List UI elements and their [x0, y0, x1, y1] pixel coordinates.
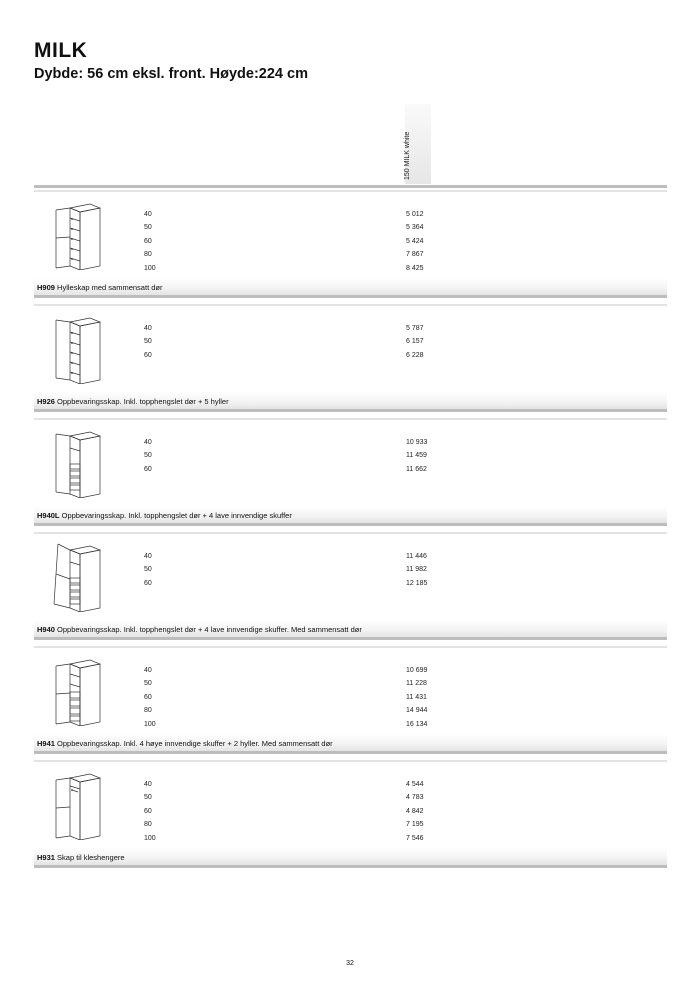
width-value: 60 — [144, 693, 152, 701]
section-divider-bottom — [34, 865, 667, 868]
cabinet-thumbnail — [48, 656, 108, 726]
section-divider-top — [34, 190, 667, 192]
product-code: H940L — [37, 511, 60, 520]
price-list — [406, 208, 424, 275]
page-title: MILK — [34, 39, 88, 62]
section-divider-top — [34, 532, 667, 534]
price-value: 4 783 — [406, 794, 424, 802]
product-section-h909 — [34, 190, 667, 304]
width-value: 50 — [144, 452, 152, 460]
price-value: 5 787 — [406, 325, 424, 332]
cabinet-thumbnail — [48, 542, 108, 612]
description-band — [34, 392, 667, 409]
price-value: 4 842 — [406, 807, 424, 815]
cabinet-thumbnail — [48, 314, 108, 384]
width-value: 60 — [144, 465, 152, 473]
width-list — [144, 322, 152, 362]
price-value: 11 459 — [406, 452, 427, 460]
price-value: 10 933 — [406, 439, 428, 446]
product-section-h941 — [34, 646, 667, 760]
description-band — [34, 506, 667, 523]
price-value: 4 544 — [406, 781, 424, 788]
width-list — [144, 778, 156, 845]
width-value: 50 — [144, 224, 152, 232]
page-subtitle: Dybde: 56 cm eksl. front. Høyde:224 cm — [34, 66, 308, 82]
section-divider-bottom — [34, 295, 667, 298]
price-value: 6 157 — [406, 338, 424, 346]
price-value: 12 185 — [406, 579, 428, 587]
description-band — [34, 848, 667, 865]
section-divider-bottom — [34, 523, 667, 526]
price-value: 7 546 — [406, 834, 424, 842]
cabinet-thumbnail — [48, 200, 108, 270]
cabinet-thumbnail — [48, 770, 108, 840]
product-section-h931 — [34, 760, 667, 874]
section-divider-top — [34, 418, 667, 420]
price-list — [406, 778, 424, 845]
product-description-text: Oppbevaringsskap. Inkl. topphengslet dør + 5 hyller — [57, 397, 229, 406]
product-section-h940 — [34, 532, 667, 646]
price-value: 7 867 — [406, 251, 424, 259]
product-section-h926 — [34, 304, 667, 418]
section-divider-top — [34, 760, 667, 762]
product-code: H926 — [37, 397, 55, 406]
width-value: 40 — [144, 325, 152, 332]
price-value: 5 012 — [406, 211, 424, 218]
width-value: 40 — [144, 667, 152, 674]
product-code: H940 — [37, 625, 55, 634]
price-value: 8 425 — [406, 264, 424, 272]
price-value: 5 424 — [406, 237, 424, 245]
width-value: 80 — [144, 707, 152, 715]
width-list — [144, 664, 156, 731]
description-band — [34, 278, 667, 295]
width-value: 60 — [144, 807, 152, 815]
price-value: 5 364 — [406, 224, 424, 232]
width-value: 60 — [144, 579, 152, 587]
section-divider-bottom — [34, 409, 667, 412]
header-divider — [34, 185, 667, 188]
column-header-label: 150 MILK white — [404, 131, 411, 180]
width-value: 50 — [144, 566, 152, 574]
price-list — [406, 664, 427, 731]
price-value: 7 195 — [406, 821, 424, 829]
width-value: 100 — [144, 720, 156, 728]
product-code: H909 — [37, 283, 55, 292]
width-value: 40 — [144, 781, 152, 788]
width-value: 100 — [144, 264, 156, 272]
width-list — [144, 436, 152, 476]
page-number: 32 — [346, 960, 354, 967]
product-description — [37, 511, 292, 520]
width-list — [144, 208, 156, 275]
product-description — [37, 739, 333, 748]
width-value: 40 — [144, 439, 152, 446]
price-value: 6 228 — [406, 351, 424, 359]
width-value: 80 — [144, 821, 152, 829]
width-value: 40 — [144, 553, 152, 560]
width-value: 100 — [144, 834, 156, 842]
description-band — [34, 734, 667, 751]
width-value: 40 — [144, 211, 152, 218]
price-value: 11 228 — [406, 680, 427, 688]
price-value: 11 431 — [406, 693, 427, 701]
price-list — [406, 436, 427, 476]
width-value: 60 — [144, 351, 152, 359]
price-value: 14 944 — [406, 707, 428, 715]
product-description-text: Oppbevaringsskap. Inkl. topphengslet dør + 4 lave innvendige skuffer — [61, 511, 292, 520]
price-value: 11 662 — [406, 465, 427, 473]
width-value: 50 — [144, 680, 152, 688]
price-value: 16 134 — [406, 720, 428, 728]
width-value: 80 — [144, 251, 152, 259]
width-value: 50 — [144, 338, 152, 346]
product-description-text: Oppbevaringsskap. Inkl. 4 høye innvendige skuffer + 2 hyller. Med sammensatt dør — [57, 739, 333, 748]
product-description-text: Hylleskap med sammensatt dør — [57, 283, 163, 292]
price-value: 11 446 — [406, 553, 427, 560]
product-description — [37, 625, 362, 634]
price-list — [406, 322, 424, 362]
width-value: 60 — [144, 237, 152, 245]
price-value: 10 699 — [406, 667, 428, 674]
section-divider-top — [34, 646, 667, 648]
width-list — [144, 550, 152, 590]
product-description-text: Oppbevaringsskap. Inkl. topphengslet dør + 4 lave innvendige skuffer. Med sammensatt dør — [57, 625, 362, 634]
cabinet-thumbnail — [48, 428, 108, 498]
product-description — [37, 283, 162, 292]
price-list — [406, 550, 427, 590]
section-divider-bottom — [34, 751, 667, 754]
width-value: 50 — [144, 794, 152, 802]
product-code: H941 — [37, 739, 55, 748]
section-divider-bottom — [34, 637, 667, 640]
product-section-h940l — [34, 418, 667, 532]
product-code: H931 — [37, 853, 55, 862]
price-value: 11 982 — [406, 566, 427, 574]
product-description-text: Skap til kleshengere — [57, 853, 125, 862]
product-description — [37, 853, 125, 862]
description-band — [34, 620, 667, 637]
section-divider-top — [34, 304, 667, 306]
product-description — [37, 397, 229, 406]
